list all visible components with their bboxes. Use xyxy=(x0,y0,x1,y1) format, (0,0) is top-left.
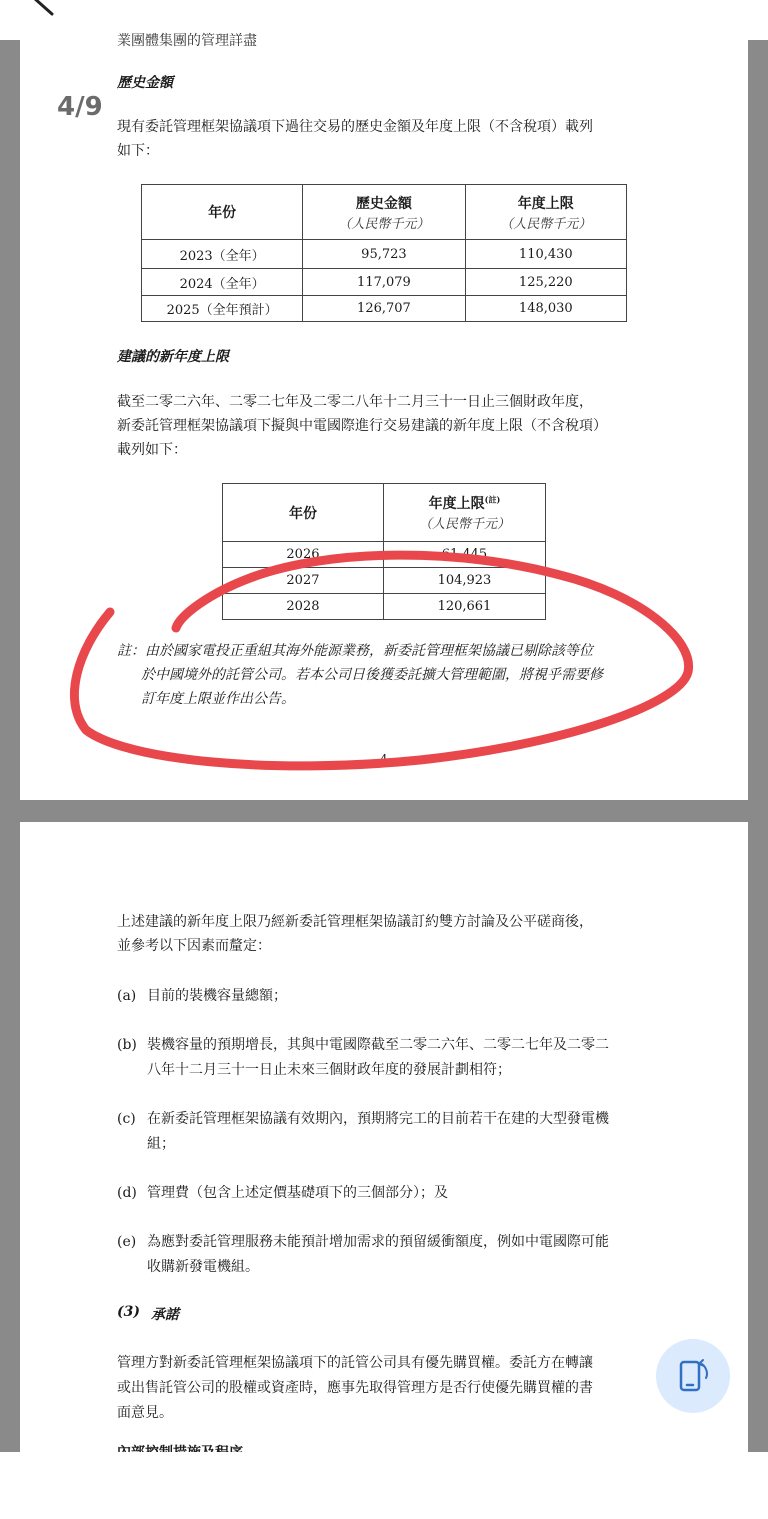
table-header-annual-cap-label: 年度上限 xyxy=(428,496,485,512)
list-item-text: 八年十二月三十一日止未來三個財政年度的發展計劃相符； xyxy=(147,1062,511,1078)
table-header-annual-cap xyxy=(383,484,545,542)
table-row xyxy=(223,542,546,568)
table-row xyxy=(142,296,627,322)
table-unit: （人民幣千元） xyxy=(418,517,510,532)
table-cell-year: 2024（全年） xyxy=(142,269,303,296)
footnote-line: 註：由於國家電投正重組其海外能源業務，新委託管理框架協議已剔除該等位 xyxy=(117,643,593,659)
list-item-text: 目前的裝機容量總額； xyxy=(147,988,287,1004)
paragraph-line: 上述建議的新年度上限乃經新委託管理框架協議訂約雙方討論及公平磋商後， xyxy=(117,914,593,930)
table-header-historical-label: 歷史金額 xyxy=(355,195,412,212)
footnote-line: 訂年度上限並作出公告。 xyxy=(141,691,295,707)
cut-off-text: 業團體集團的管理詳盡 xyxy=(117,33,257,49)
viewer-top-bar xyxy=(0,0,768,40)
section-number: (3) xyxy=(117,1304,140,1320)
paragraph-line: 如下： xyxy=(117,143,159,159)
table-cell-year: 2023（全年） xyxy=(142,240,303,269)
table-row xyxy=(223,568,546,594)
table-cell-historical: 117,079 xyxy=(303,269,465,296)
rotate-screen-button[interactable] xyxy=(656,1339,730,1413)
table-header-annual-cap xyxy=(465,185,626,240)
back-arrow-icon[interactable] xyxy=(30,0,70,20)
table-cell-historical: 126,707 xyxy=(303,296,465,322)
table-cell-cap: 61,445 xyxy=(383,542,545,568)
list-item-text: 管理費（包含上述定價基礎項下的三個部分）；及 xyxy=(147,1185,448,1201)
table-cell-year: 2027 xyxy=(223,568,384,594)
new-annual-caps-table xyxy=(222,483,546,620)
viewer-bottom-area xyxy=(0,1452,768,1519)
paragraph-line: 現有委託管理框架協議項下過往交易的歷史金額及年度上限（不含稅項）載列 xyxy=(117,119,593,135)
table-header-year: 年份 xyxy=(142,185,303,240)
paragraph-line: 載列如下： xyxy=(117,442,187,458)
rotate-screen-icon xyxy=(675,1356,711,1396)
note-marker: (註) xyxy=(484,494,501,505)
list-item-label: (c) xyxy=(117,1111,136,1127)
table-header-historical xyxy=(303,185,465,240)
table-cell-cap: 120,661 xyxy=(383,594,545,620)
table-row xyxy=(142,240,627,269)
footnote-line: 於中國境外的託管公司。若本公司日後獲委託擴大管理範圍，將視乎需要修 xyxy=(141,667,603,683)
page-number: 4 xyxy=(380,752,388,766)
section-heading-new-caps: 建議的新年度上限 xyxy=(117,349,229,365)
table-unit: （人民幣千元） xyxy=(338,216,430,232)
page-indicator: 4/9 xyxy=(57,92,103,122)
section-heading-undertaking: 承諾 xyxy=(151,1307,179,1323)
paragraph-line: 或出售託管公司的股權或資產時，應事先取得管理方是否行使優先購買權的書 xyxy=(117,1380,593,1396)
table-cell-cap: 104,923 xyxy=(383,568,545,594)
paragraph-line: 截至二零二六年、二零二七年及二零二八年十二月三十一日止三個財政年度， xyxy=(117,394,593,410)
table-cell-year: 2028 xyxy=(223,594,384,620)
table-cell-historical: 95,723 xyxy=(303,240,465,269)
document-page-4 xyxy=(20,33,748,800)
table-cell-year: 2025（全年預計） xyxy=(142,296,303,322)
list-item-label: (b) xyxy=(117,1037,137,1053)
paragraph-line: 並參考以下因素而釐定： xyxy=(117,938,271,954)
table-row xyxy=(223,594,546,620)
table-header-annual-cap-label: 年度上限 xyxy=(517,195,574,212)
table-header-year: 年份 xyxy=(223,484,384,542)
list-item-text: 收購新發電機組。 xyxy=(147,1259,259,1275)
table-cell-cap: 110,430 xyxy=(465,240,626,269)
list-item-label: (e) xyxy=(117,1234,137,1250)
table-cell-cap: 148,030 xyxy=(465,296,626,322)
table-cell-year: 2026 xyxy=(223,542,384,568)
paragraph-line: 新委託管理框架協議項下擬與中電國際進行交易建議的新年度上限（不含稅項） xyxy=(117,418,607,434)
list-item-text: 在新委託管理框架協議有效期內，預期將完工的目前若干在建的大型發電機 xyxy=(147,1111,609,1127)
paragraph-line: 面意見。 xyxy=(117,1405,173,1421)
table-row xyxy=(142,269,627,296)
list-item-text: 組； xyxy=(147,1136,175,1152)
historical-amounts-table xyxy=(141,184,627,322)
list-item-text: 為應對委託管理服務未能預計增加需求的預留緩衝額度，例如中電國際可能 xyxy=(147,1234,609,1250)
table-unit: （人民幣千元） xyxy=(500,216,592,232)
list-item-label: (a) xyxy=(117,988,137,1004)
document-page-5 xyxy=(20,822,748,1452)
table-cell-cap: 125,220 xyxy=(465,269,626,296)
paragraph-line: 管理方對新委託管理框架協議項下的託管公司具有優先購買權。委託方在轉讓 xyxy=(117,1355,593,1371)
list-item-text: 裝機容量的預期增長，其與中電國際截至二零二六年、二零二七年及二零二 xyxy=(147,1037,609,1053)
list-item-label: (d) xyxy=(117,1185,137,1201)
section-heading-historical: 歷史金額 xyxy=(117,75,173,91)
